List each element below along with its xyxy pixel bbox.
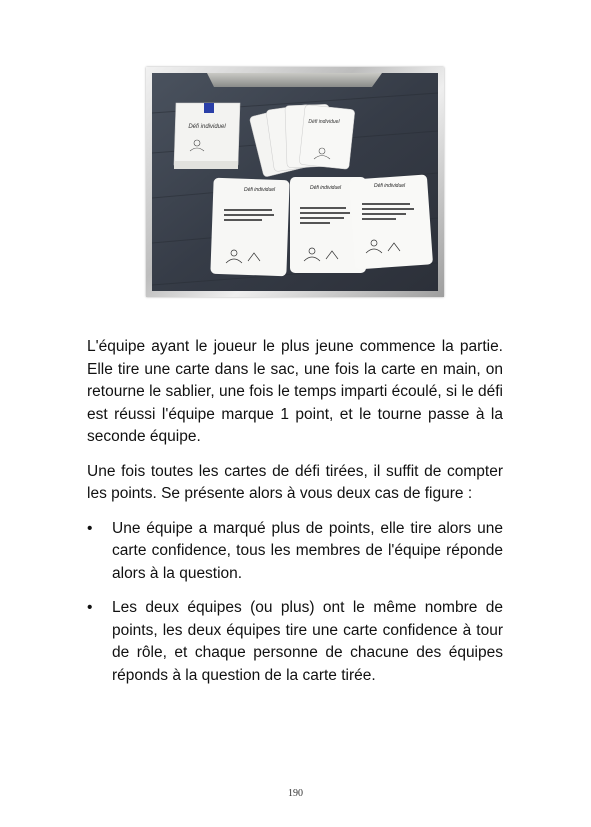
fan-card-title: Défi individuel xyxy=(308,119,340,125)
cases-list xyxy=(87,518,503,688)
paragraph-end-of-game: Une fois toutes les cartes de défi tirées, il suffit de compter les points. Se présente alors à vous deux cas de figure : xyxy=(87,462,503,502)
bullet-marker: • xyxy=(87,519,93,537)
box-tag xyxy=(204,103,214,113)
bullet-marker: • xyxy=(87,599,93,616)
svg-text:Défi individuel: Défi individuel xyxy=(310,185,342,191)
box-title: Défi individuel xyxy=(188,124,226,130)
face-up-card-1 xyxy=(210,178,289,277)
body-text xyxy=(87,336,503,699)
paragraph-intro: L'équipe ayant le joueur le plus jeune commence la partie. Elle tire une carte dans le sac, une fois la carte en main, on retourne le sablier, une fois le temps imparti écoulé, si le défi est réussi l'équipe marque 1 point, et le tourne passe à la seconde équipe. xyxy=(87,338,503,445)
game-cards-photo xyxy=(152,73,438,291)
face-up-card-3 xyxy=(349,174,433,269)
background-object xyxy=(207,73,382,87)
svg-text:Défi individuel: Défi individuel xyxy=(374,183,406,189)
list-item xyxy=(87,597,503,687)
photo-illustration xyxy=(152,73,438,291)
fanned-cards xyxy=(249,104,355,177)
page-number: 190 xyxy=(288,788,303,799)
list-item xyxy=(87,518,503,586)
card-box xyxy=(174,103,240,169)
svg-text:Défi individuel: Défi individuel xyxy=(244,187,276,193)
list-item-text: Les deux équipes (ou plus) ont le même nombre de points, les deux équipes tire une carte confidence à tour de rôle, et chaque personne de chacune des équipes réponds à la question de la carte tirée. xyxy=(112,599,503,684)
list-item-text: Une équipe a marqué plus de points, elle tire alors une carte confidence, tous les membres de l'équipe réponde alors à la question. xyxy=(112,519,503,582)
photo-frame xyxy=(146,67,444,297)
